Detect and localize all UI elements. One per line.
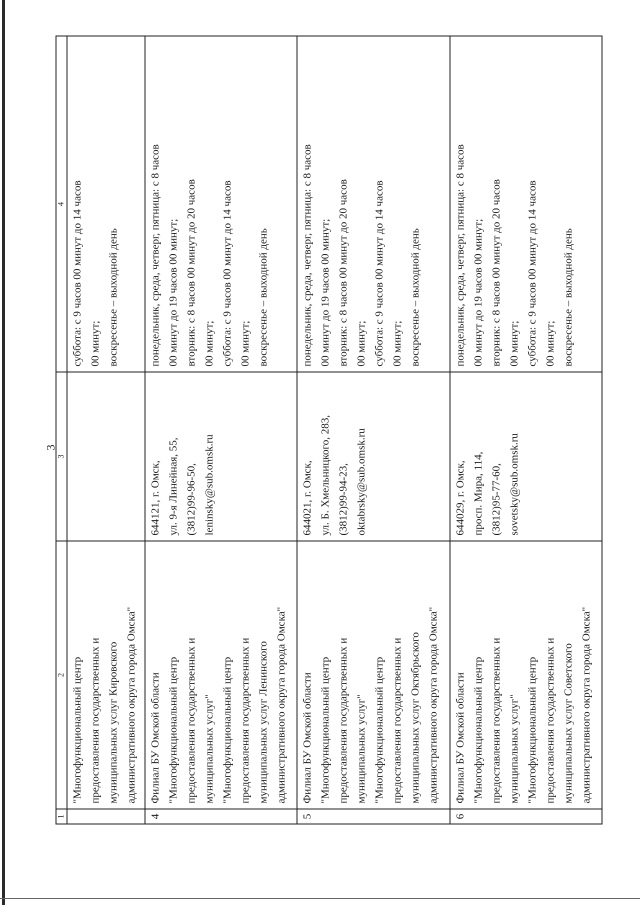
- branch-address-cell: [450, 372, 602, 541]
- branch-name-line: предоставления государственных и: [490, 637, 503, 803]
- branch-schedule-line: 00 минут;: [508, 320, 521, 366]
- branch-name-line: "Многофункциональный центр: [221, 656, 234, 803]
- branch-address-line: (3812)99-94-23,: [337, 462, 350, 535]
- branch-name-line: предоставления государственных и: [89, 637, 102, 803]
- branch-name-cell: [145, 541, 297, 809]
- branch-schedule-line: 00 минут;: [391, 320, 404, 366]
- branch-name-line: "Многофункциональный центр: [472, 656, 485, 803]
- branch-schedule-line: вторник: с 8 часов 00 минут до 20 часов: [490, 178, 503, 366]
- branch-schedule-line: воскресенье – выходной день: [107, 227, 120, 366]
- branch-name-line: муниципальных услуг": [508, 693, 521, 803]
- branch-name-line: муниципальных услуг": [203, 693, 216, 803]
- branch-schedule-line: 00 минут до 19 часов 00 минут;: [167, 218, 180, 366]
- branch-schedule-line: 00 минут;: [89, 320, 102, 366]
- branch-address-cell: [67, 372, 145, 541]
- branch-name-line: административного округа города Омска": [125, 606, 138, 803]
- branch-schedule-line: вторник: с 8 часов 00 минут до 20 часов: [185, 178, 198, 366]
- page-number: 3: [43, 444, 58, 451]
- branch-schedule-line: воскресенье – выходной день: [257, 227, 270, 366]
- column-number-row: [56, 36, 67, 824]
- branch-schedule-line: 00 минут;: [239, 320, 252, 366]
- table-row: [67, 36, 145, 824]
- branch-name-line: "Многофункциональный центр: [373, 656, 386, 803]
- branch-schedule-line: 00 минут;: [203, 320, 216, 366]
- branch-schedule-cell: [145, 36, 297, 372]
- branch-address-cell: [297, 372, 449, 541]
- branch-schedule-line: суббота: с 9 часов 00 минут до 14 часов: [221, 179, 234, 366]
- branch-name-line: Филиал БУ Омской области: [149, 671, 162, 803]
- branch-schedule-line: понедельник, среда, четверг, пятница: с 8 часов: [301, 143, 314, 366]
- table-row: [450, 36, 602, 824]
- branch-name-line: муниципальных услуг Советского: [562, 642, 575, 803]
- scan-edge: [2, 0, 5, 905]
- branch-name-line: муниципальных услуг Кировского: [107, 641, 120, 803]
- branch-schedule-line: 00 минут до 19 часов 00 минут;: [319, 218, 332, 366]
- branch-name-cell: [450, 541, 602, 809]
- col-4-header: 4: [56, 36, 67, 372]
- row-number-cell: [67, 809, 145, 824]
- branch-address-line: leninsky@sub.omsk.ru: [203, 433, 216, 535]
- branch-schedule-line: понедельник, среда, четверг, пятница: с 8 часов: [454, 143, 467, 366]
- branch-name-line: муниципальных услуг Октябрьского: [409, 631, 422, 803]
- branch-schedule-cell: [67, 36, 145, 372]
- col-1-header: 1: [56, 809, 67, 824]
- branch-schedule-line: воскресенье – выходной день: [562, 227, 575, 366]
- branch-name-line: административного округа города Омска": [580, 606, 593, 803]
- branch-address-line: sovetsky@sub.omsk.ru: [508, 432, 521, 535]
- branch-schedule-line: суббота: с 9 часов 00 минут до 14 часов: [71, 179, 84, 366]
- branch-address-line: (3812)95-77-60,: [490, 462, 503, 535]
- branch-name-line: предоставления государственных и: [391, 637, 404, 803]
- branch-name-line: предоставления государственных и: [544, 637, 557, 803]
- col-3-header: 3: [56, 372, 67, 541]
- branch-schedule-line: вторник: с 8 часов 00 минут до 20 часов: [337, 178, 350, 366]
- branch-name-line: административного округа города Омска": [275, 606, 288, 803]
- branch-name-line: предоставления государственных и: [239, 637, 252, 803]
- branch-name-line: муниципальных услуг": [355, 693, 368, 803]
- branch-schedule-line: 00 минут;: [544, 320, 557, 366]
- branch-name-line: "Многофункциональный центр: [71, 656, 84, 803]
- branch-name-line: Филиал БУ Омской области: [301, 671, 314, 803]
- branch-name-line: предоставления государственных и: [337, 637, 350, 803]
- row-number-cell: 5: [297, 809, 449, 824]
- branch-address-line: ул. 9-я Линейная, 55,: [167, 436, 180, 535]
- branch-schedule-line: 00 минут до 19 часов 00 минут;: [472, 218, 485, 366]
- branch-name-line: "Многофункциональный центр: [526, 656, 539, 803]
- branch-name-line: "Многофункциональный центр: [319, 656, 332, 803]
- branch-schedule-cell: [450, 36, 602, 372]
- branch-schedule-line: воскресенье – выходной день: [409, 227, 422, 366]
- col-2-header: 2: [56, 541, 67, 809]
- branch-name-line: административного округа города Омска": [427, 606, 440, 803]
- rotated-table-container: [56, 46, 603, 824]
- branch-name-cell: [67, 541, 145, 809]
- branch-address-line: 644121, г. Омск,: [149, 459, 162, 535]
- branch-name-line: "Многофункциональный центр: [167, 656, 180, 803]
- branch-address-cell: [145, 372, 297, 541]
- row-number-cell: 4: [145, 809, 297, 824]
- branch-address-line: 644021, г. Омск,: [301, 459, 314, 535]
- branch-schedule-line: 00 минут;: [355, 320, 368, 366]
- branch-address-line: ул. Б. Хмельницкого, 283,: [319, 414, 332, 535]
- branch-schedule-cell: [297, 36, 449, 372]
- mfc-branches-table: [56, 35, 603, 824]
- branch-address-line: просп. Мира, 114,: [472, 451, 485, 535]
- branch-schedule-line: суббота: с 9 часов 00 минут до 14 часов: [526, 179, 539, 366]
- page-bottom-rule: [0, 898, 640, 899]
- row-number-cell: 6: [450, 809, 602, 824]
- branch-name-line: Филиал БУ Омской области: [454, 671, 467, 803]
- branch-name-cell: [297, 541, 449, 809]
- branch-name-line: предоставления государственных и: [185, 637, 198, 803]
- table-row: [297, 36, 449, 824]
- branch-address-line: 644029, г. Омск,: [454, 459, 467, 535]
- table-row: [145, 36, 297, 824]
- branch-schedule-line: суббота: с 9 часов 00 минут до 14 часов: [373, 179, 386, 366]
- branch-address-line: (3812)99-96-50,: [185, 462, 198, 535]
- branch-address-line: oktabrsky@sub.omsk.ru: [355, 427, 368, 535]
- branch-name-line: муниципальных услуг Ленинского: [257, 640, 270, 803]
- branch-schedule-line: понедельник, среда, четверг, пятница: с 8 часов: [149, 143, 162, 366]
